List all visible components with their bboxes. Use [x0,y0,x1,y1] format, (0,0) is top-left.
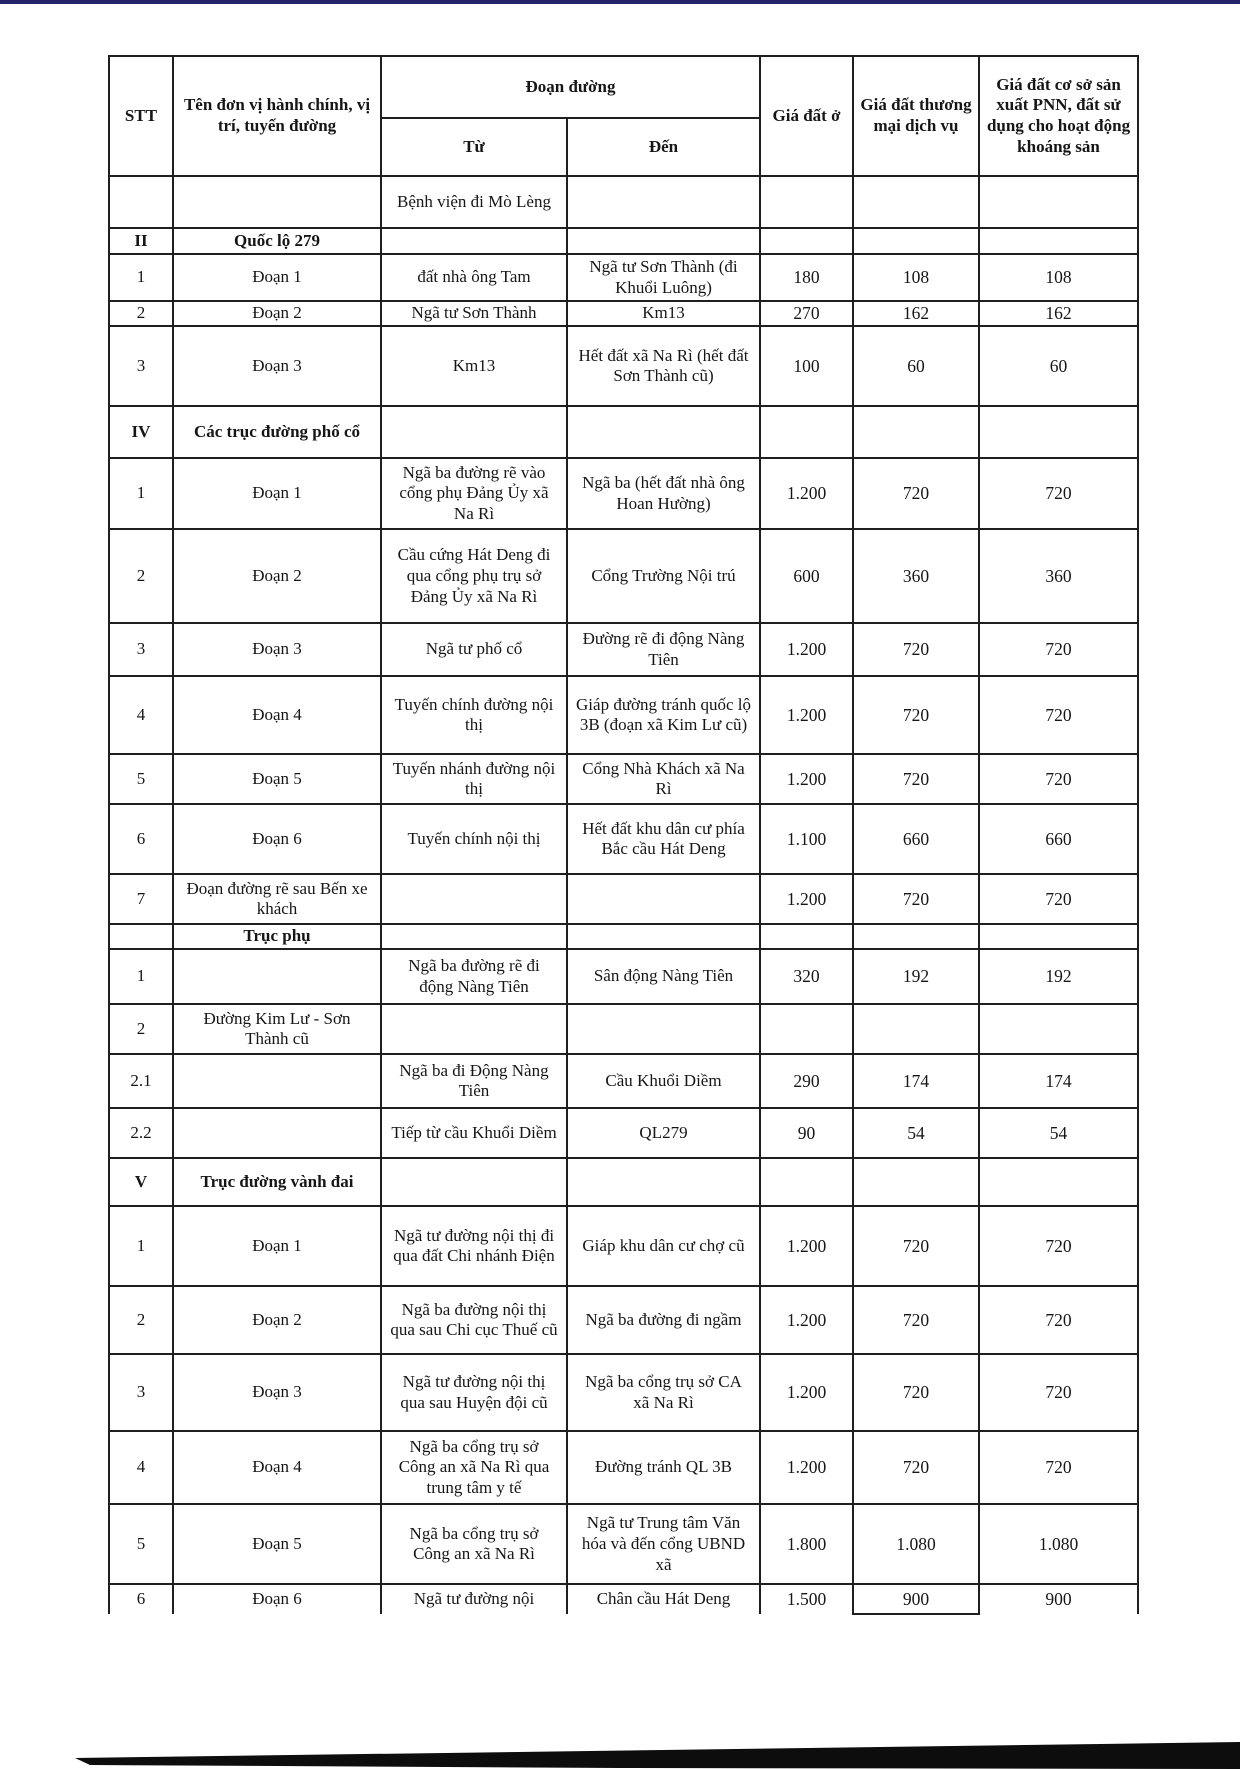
cell-to [567,924,760,949]
header-row-1 [109,56,1138,118]
cell-to: Cổng Trường Nội trú [567,529,760,623]
cell-o: 1.500 [760,1584,853,1614]
cell-tm: 108 [853,254,979,301]
document-page [108,55,1137,1615]
cell-o: 290 [760,1054,853,1108]
cell-to [567,176,760,228]
cell-stt: 2 [109,529,173,623]
cell-from: Ngã tư đường nội thị qua sau Huyện đội cũ [381,1354,567,1431]
header-price-pnn: Giá đất cơ sở sản xuất PNN, đất sử dụng cho hoạt động khoáng sản [979,56,1138,176]
cell-stt: IV [109,406,173,458]
cell-to: Cầu Khuổi Diềm [567,1054,760,1108]
cell-from [381,874,567,924]
cell-to [567,1004,760,1054]
cell-stt: 3 [109,326,173,406]
cell-pnn: 174 [979,1054,1138,1108]
cell-tm [853,924,979,949]
cell-to [567,1158,760,1206]
cell-name: Đoạn 6 [173,804,381,874]
cell-to [567,406,760,458]
cell-o [760,228,853,254]
cell-name: Trục đường vành đai [173,1158,381,1206]
cell-name: Trục phụ [173,924,381,949]
cell-pnn [979,924,1138,949]
top-scan-line [0,0,1240,4]
cell-tm [853,228,979,254]
cell-tm: 60 [853,326,979,406]
table-header [109,56,1138,176]
table-row [109,326,1138,406]
cell-o: 1.200 [760,1286,853,1354]
cell-name: Đoạn 1 [173,458,381,529]
cell-pnn: 162 [979,301,1138,326]
cell-from: Tiếp từ cầu Khuổi Diềm [381,1108,567,1158]
cell-to [567,228,760,254]
cell-stt: 6 [109,804,173,874]
cell-tm: 660 [853,804,979,874]
cell-stt: 3 [109,1354,173,1431]
table-row [109,529,1138,623]
cell-tm: 720 [853,458,979,529]
cell-tm [853,176,979,228]
cell-from: đất nhà ông Tam [381,254,567,301]
header-from: Từ [381,118,567,176]
cell-tm: 720 [853,1206,979,1286]
table-row [109,1158,1138,1206]
cell-to: Giáp khu dân cư chợ cũ [567,1206,760,1286]
cell-tm: 54 [853,1108,979,1158]
cell-name: Đoạn 3 [173,1354,381,1431]
cell-name [173,949,381,1004]
bottom-scan-edge [0,1742,1240,1769]
header-stt: STT [109,56,173,176]
cell-from: Ngã ba cổng trụ sở Công an xã Na Rì qua trung tâm y tế [381,1431,567,1504]
cell-o: 1.200 [760,676,853,754]
cell-to: Chân cầu Hát Deng [567,1584,760,1614]
table-row [109,676,1138,754]
table-row [109,228,1138,254]
land-price-table [108,55,1139,1615]
cell-pnn: 360 [979,529,1138,623]
cell-tm: 720 [853,1354,979,1431]
table-row [109,254,1138,301]
cell-o [760,924,853,949]
cell-name: Đoạn 2 [173,1286,381,1354]
table-row [109,1004,1138,1054]
cell-o: 1.100 [760,804,853,874]
cell-from: Km13 [381,326,567,406]
cell-tm: 720 [853,754,979,804]
cell-tm: 162 [853,301,979,326]
table-body [109,176,1138,1614]
table-row [109,1354,1138,1431]
cell-pnn: 720 [979,1286,1138,1354]
cell-tm: 360 [853,529,979,623]
table-row [109,458,1138,529]
cell-name: Đoạn 5 [173,1504,381,1584]
cell-pnn: 720 [979,623,1138,676]
cell-to: Km13 [567,301,760,326]
cell-stt [109,924,173,949]
cell-name: Đoạn đường rẽ sau Bến xe khách [173,874,381,924]
cell-from: Ngã ba đường rẽ vào cổng phụ Đảng Ủy xã Na Rì [381,458,567,529]
cell-to: Đường rẽ đi động Nàng Tiên [567,623,760,676]
cell-stt: 2 [109,1004,173,1054]
cell-from: Ngã ba cổng trụ sở Công an xã Na Rì [381,1504,567,1584]
cell-o: 1.800 [760,1504,853,1584]
cell-from [381,1158,567,1206]
table-row [109,1286,1138,1354]
cell-name: Đoạn 2 [173,529,381,623]
cell-tm: 720 [853,676,979,754]
cell-pnn: 720 [979,1354,1138,1431]
header-admin-unit: Tên đơn vị hành chính, vị trí, tuyến đường [173,56,381,176]
cell-pnn [979,406,1138,458]
cell-name: Đoạn 4 [173,676,381,754]
cell-tm: 174 [853,1054,979,1108]
cell-to: Ngã ba (hết đất nhà ông Hoan Hường) [567,458,760,529]
table-row [109,1584,1138,1614]
header-price-residential: Giá đất ở [760,56,853,176]
cell-stt: 7 [109,874,173,924]
cell-o: 600 [760,529,853,623]
cell-o [760,176,853,228]
cell-o: 270 [760,301,853,326]
cell-name: Đoạn 5 [173,754,381,804]
cell-name [173,176,381,228]
cell-stt: 3 [109,623,173,676]
cell-name: Đoạn 1 [173,254,381,301]
cell-stt: 1 [109,254,173,301]
cell-o: 320 [760,949,853,1004]
cell-from [381,228,567,254]
cell-o: 1.200 [760,623,853,676]
table-row [109,1504,1138,1584]
cell-to: Hết đất khu dân cư phía Bắc cầu Hát Deng [567,804,760,874]
cell-stt: 5 [109,1504,173,1584]
cell-o [760,1004,853,1054]
table-row [109,1108,1138,1158]
cell-to: QL279 [567,1108,760,1158]
cell-stt: II [109,228,173,254]
cell-pnn: 720 [979,754,1138,804]
cell-from: Ngã tư đường nội [381,1584,567,1614]
cell-stt: 1 [109,949,173,1004]
cell-tm: 720 [853,1431,979,1504]
cell-name: Đoạn 1 [173,1206,381,1286]
cell-from: Cầu cứng Hát Deng đi qua cổng phụ trụ sở Đảng Ủy xã Na Rì [381,529,567,623]
cell-from [381,406,567,458]
cell-o [760,406,853,458]
cell-pnn: 60 [979,326,1138,406]
cell-o: 90 [760,1108,853,1158]
cell-tm [853,1004,979,1054]
cell-pnn: 720 [979,874,1138,924]
cell-name: Đoạn 4 [173,1431,381,1504]
cell-stt: 2.2 [109,1108,173,1158]
table-row [109,804,1138,874]
cell-name: Quốc lộ 279 [173,228,381,254]
cell-o: 180 [760,254,853,301]
table-row [109,754,1138,804]
table-row [109,406,1138,458]
cell-pnn [979,1158,1138,1206]
cell-name: Đoạn 3 [173,326,381,406]
cell-stt: 2 [109,301,173,326]
cell-from: Bệnh viện đi Mò Lèng [381,176,567,228]
cell-stt: 6 [109,1584,173,1614]
cell-name [173,1108,381,1158]
cell-stt: 2.1 [109,1054,173,1108]
table-row [109,949,1138,1004]
cell-o: 100 [760,326,853,406]
header-to: Đến [567,118,760,176]
table-row [109,1054,1138,1108]
cell-stt: 1 [109,1206,173,1286]
table-row [109,623,1138,676]
cell-pnn: 720 [979,1431,1138,1504]
table-row [109,874,1138,924]
cell-o: 1.200 [760,1206,853,1286]
cell-from: Tuyến chính đường nội thị [381,676,567,754]
table-row [109,301,1138,326]
cell-stt: 1 [109,458,173,529]
table-row [109,1431,1138,1504]
cell-stt: 4 [109,676,173,754]
table-row [109,924,1138,949]
cell-pnn: 1.080 [979,1504,1138,1584]
cell-from [381,924,567,949]
cell-name: Các trục đường phố cổ [173,406,381,458]
cell-to: Sân động Nàng Tiên [567,949,760,1004]
cell-stt: V [109,1158,173,1206]
cell-stt: 2 [109,1286,173,1354]
cell-tm: 1.080 [853,1504,979,1584]
cell-o: 1.200 [760,458,853,529]
cell-stt: 4 [109,1431,173,1504]
cell-stt [109,176,173,228]
cell-from: Ngã tư phố cổ [381,623,567,676]
cell-stt: 5 [109,754,173,804]
cell-from: Ngã tư đường nội thị đi qua đất Chi nhánh Điện [381,1206,567,1286]
cell-o: 1.200 [760,1431,853,1504]
cell-tm: 720 [853,623,979,676]
cell-to: Đường tránh QL 3B [567,1431,760,1504]
cell-pnn [979,1004,1138,1054]
cell-from: Tuyến chính nội thị [381,804,567,874]
cell-o: 1.200 [760,874,853,924]
table-row [109,1206,1138,1286]
cell-from: Ngã ba đi Động Nàng Tiên [381,1054,567,1108]
cell-tm [853,406,979,458]
cell-name [173,1054,381,1108]
cell-to: Ngã ba cổng trụ sở CA xã Na Rì [567,1354,760,1431]
cell-from: Ngã ba đường nội thị qua sau Chi cục Thuế cũ [381,1286,567,1354]
cell-to: Ngã ba đường đi ngầm [567,1286,760,1354]
cell-tm: 720 [853,1286,979,1354]
cell-from [381,1004,567,1054]
cell-from: Tuyến nhánh đường nội thị [381,754,567,804]
cell-tm: 720 [853,874,979,924]
cell-pnn: 720 [979,676,1138,754]
cell-tm: 192 [853,949,979,1004]
cell-pnn: 660 [979,804,1138,874]
cell-pnn [979,228,1138,254]
cell-pnn: 720 [979,458,1138,529]
cell-from: Ngã tư Sơn Thành [381,301,567,326]
cell-to: Hết đất xã Na Rì (hết đất Sơn Thành cũ) [567,326,760,406]
cell-o [760,1158,853,1206]
cell-pnn: 108 [979,254,1138,301]
cell-from: Ngã ba đường rẽ đi động Nàng Tiên [381,949,567,1004]
cell-o: 1.200 [760,1354,853,1431]
cell-pnn [979,176,1138,228]
cell-to [567,874,760,924]
cell-name: Đoạn 3 [173,623,381,676]
cell-pnn: 192 [979,949,1138,1004]
cell-o: 1.200 [760,754,853,804]
cell-to: Giáp đường tránh quốc lộ 3B (đoạn xã Kim Lư cũ) [567,676,760,754]
cell-tm [853,1158,979,1206]
cell-name: Đoạn 6 [173,1584,381,1614]
table-row [109,176,1138,228]
cell-pnn: 900 [979,1584,1138,1614]
cell-to: Ngã tư Trung tâm Văn hóa và đến cổng UBND xã [567,1504,760,1584]
cell-to: Cổng Nhà Khách xã Na Rì [567,754,760,804]
header-price-commercial: Giá đất thương mại dịch vụ [853,56,979,176]
cell-to: Ngã tư Sơn Thành (đi Khuổi Luông) [567,254,760,301]
cell-pnn: 54 [979,1108,1138,1158]
cell-pnn: 720 [979,1206,1138,1286]
cell-name: Đoạn 2 [173,301,381,326]
cell-name: Đường Kim Lư - Sơn Thành cũ [173,1004,381,1054]
cell-tm: 900 [853,1584,979,1614]
header-road-segment: Đoạn đường [381,56,760,118]
